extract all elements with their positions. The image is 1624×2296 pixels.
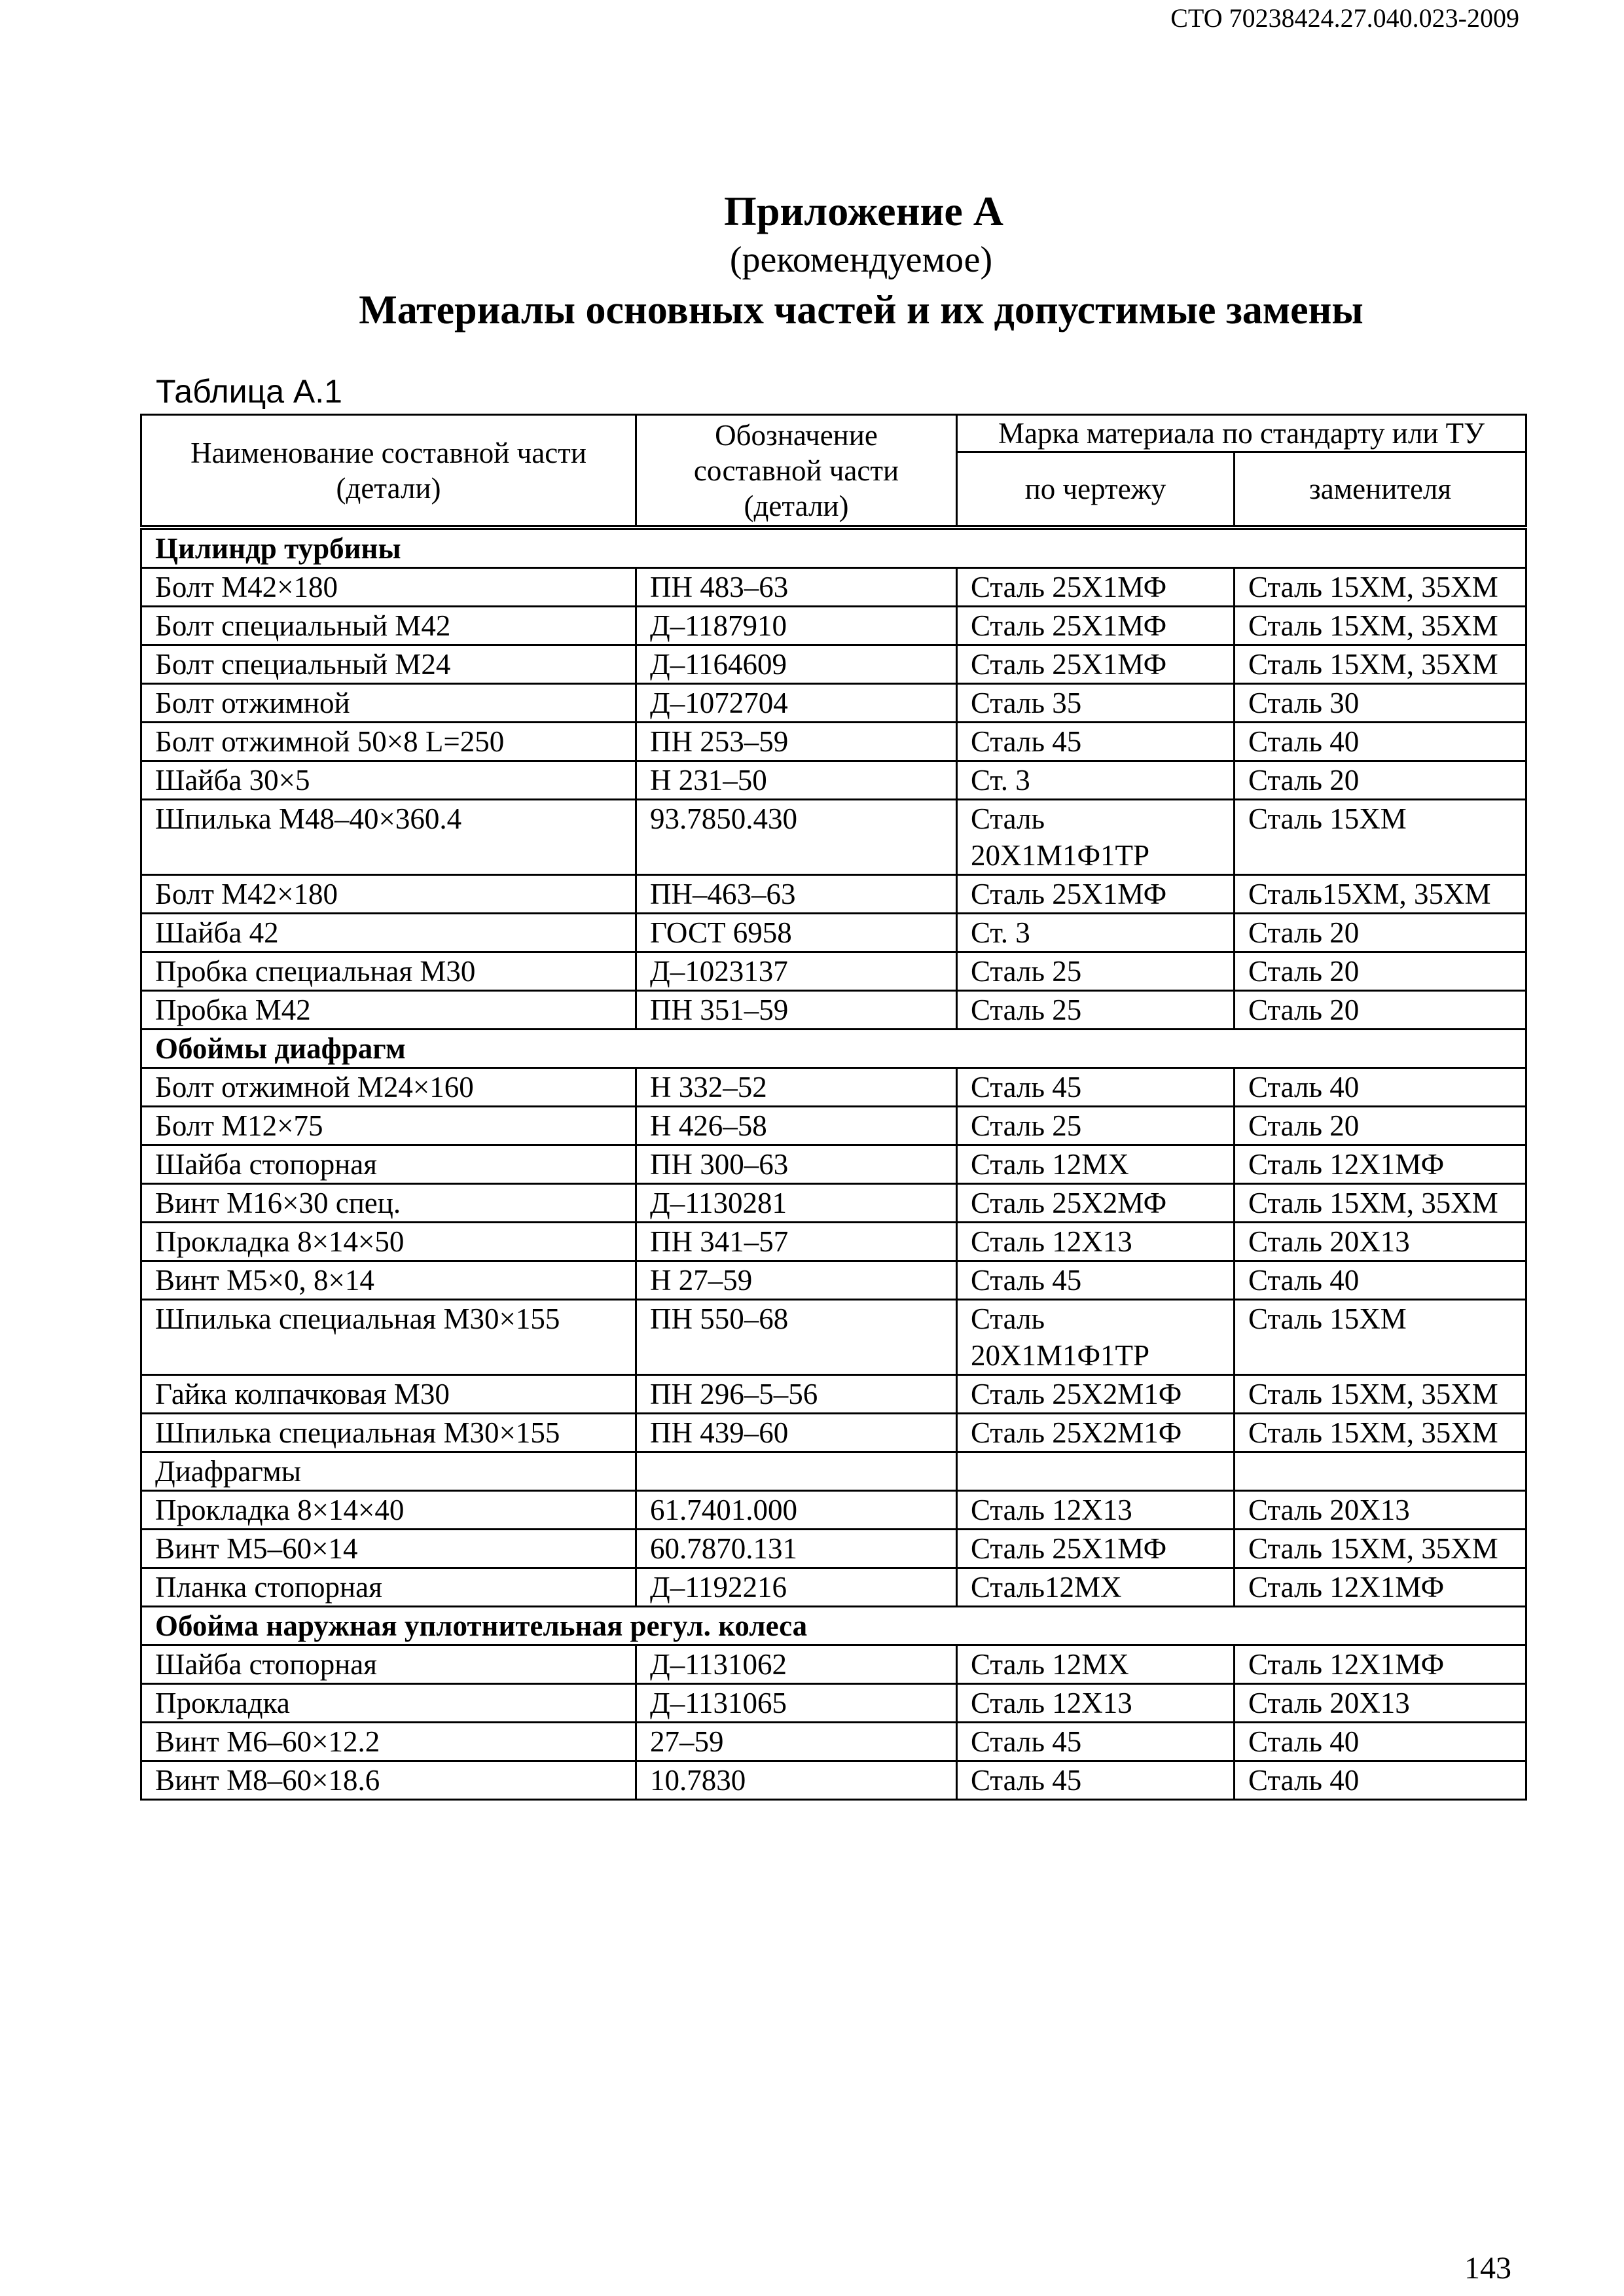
part-name-cell: Диафрагмы [141, 1452, 636, 1491]
part-name-cell: Шпилька специальная М30×155 [141, 1300, 636, 1375]
designation-cell: ПН 341–57 [636, 1223, 957, 1261]
material-cell: Сталь 12МХ [957, 1145, 1235, 1184]
material-cell: Сталь 25Х2МФ [957, 1184, 1235, 1223]
table-row [141, 607, 1526, 645]
table-row [141, 1107, 1526, 1145]
table-row [141, 1184, 1526, 1223]
material-cell: Сталь 25 [957, 991, 1235, 1030]
substitute-cell: Сталь 15ХМ [1235, 800, 1526, 875]
header-by-drawing: по чертежу [957, 452, 1235, 528]
table-row [141, 952, 1526, 991]
substitute-cell: Сталь 15ХМ, 35ХМ [1235, 645, 1526, 684]
section-row [141, 1607, 1526, 1645]
table-row [141, 1261, 1526, 1300]
part-name-cell: Шайба стопорная [141, 1145, 636, 1184]
appendix-title: Приложение А [724, 188, 1003, 234]
material-cell: Сталь 25Х1МФ [957, 568, 1235, 607]
designation-cell: Д–1023137 [636, 952, 957, 991]
part-name-cell: Шайба стопорная [141, 1645, 636, 1684]
substitute-cell: Сталь 20Х13 [1235, 1223, 1526, 1261]
material-cell: Сталь 45 [957, 1761, 1235, 1800]
materials-table [140, 414, 1527, 1801]
material-cell: Сталь 25Х2М1Ф [957, 1375, 1235, 1414]
material-cell: Сталь 12МХ [957, 1645, 1235, 1684]
designation-cell: ПН 253–59 [636, 723, 957, 761]
part-name-cell: Болт М42×180 [141, 875, 636, 914]
material-cell: Сталь 25Х1МФ [957, 875, 1235, 914]
header-part-name: Наименование составной части (детали) [141, 415, 636, 528]
material-cell: Сталь 25Х1МФ [957, 607, 1235, 645]
substitute-cell: Сталь 12Х1МФ [1235, 1568, 1526, 1607]
material-cell: Сталь 25Х1МФ [957, 1530, 1235, 1568]
part-name-cell: Болт специальный М42 [141, 607, 636, 645]
designation-cell: Д–1072704 [636, 684, 957, 723]
substitute-cell: Сталь 20 [1235, 952, 1526, 991]
material-cell: Сталь 20Х1М1Ф1ТР [957, 1300, 1235, 1375]
part-name-cell: Прокладка 8×14×40 [141, 1491, 636, 1530]
part-name-cell: Прокладка 8×14×50 [141, 1223, 636, 1261]
substitute-cell: Сталь 20Х13 [1235, 1684, 1526, 1723]
table-row [141, 1761, 1526, 1800]
material-cell: Сталь 12Х13 [957, 1684, 1235, 1723]
material-cell: Сталь 12Х13 [957, 1491, 1235, 1530]
substitute-cell: Сталь 20 [1235, 991, 1526, 1030]
document-code: СТО 70238424.27.040.023-2009 [1170, 3, 1519, 33]
material-cell: Сталь 20Х1М1Ф1ТР [957, 800, 1235, 875]
part-name-cell: Шпилька специальная М30×155 [141, 1414, 636, 1452]
table-row [141, 991, 1526, 1030]
part-name-cell: Болт отжимной 50×8 L=250 [141, 723, 636, 761]
substitute-cell: Сталь 20 [1235, 761, 1526, 800]
designation-cell: Д–1192216 [636, 1568, 957, 1607]
material-cell: Сталь 35 [957, 684, 1235, 723]
part-name-cell: Болт отжимной [141, 684, 636, 723]
part-name-cell: Прокладка [141, 1684, 636, 1723]
designation-cell: Д–1130281 [636, 1184, 957, 1223]
page-number: 143 [1464, 2251, 1511, 2286]
designation-cell: 61.7401.000 [636, 1491, 957, 1530]
designation-cell: ПН 550–68 [636, 1300, 957, 1375]
designation-cell: ПН 351–59 [636, 991, 957, 1030]
designation-cell: ГОСТ 6958 [636, 914, 957, 952]
part-name-cell: Болт М42×180 [141, 568, 636, 607]
designation-cell [636, 1452, 957, 1491]
substitute-cell: Сталь 20 [1235, 1107, 1526, 1145]
material-cell: Ст. 3 [957, 914, 1235, 952]
table-row [141, 1223, 1526, 1261]
table-caption: Таблица А.1 [156, 373, 342, 410]
table-row [141, 568, 1526, 607]
part-name-cell: Болт отжимной М24×160 [141, 1068, 636, 1107]
substitute-cell: Сталь 40 [1235, 723, 1526, 761]
substitute-cell: Сталь 15ХМ, 35ХМ [1235, 1184, 1526, 1223]
substitute-cell: Сталь 40 [1235, 1723, 1526, 1761]
table-row [141, 645, 1526, 684]
table-row [141, 1145, 1526, 1184]
section-title: Цилиндр турбины [141, 528, 1526, 568]
table-row [141, 1684, 1526, 1723]
part-name-cell: Гайка колпачковая М30 [141, 1375, 636, 1414]
designation-cell: ПН 296–5–56 [636, 1375, 957, 1414]
table-row [141, 1068, 1526, 1107]
substitute-cell: Сталь 20 [1235, 914, 1526, 952]
designation-cell: ПН–463–63 [636, 875, 957, 914]
part-name-cell: Шпилька М48–40×360.4 [141, 800, 636, 875]
material-cell: Сталь 45 [957, 1261, 1235, 1300]
table-row [141, 914, 1526, 952]
substitute-cell: Сталь 20Х13 [1235, 1491, 1526, 1530]
material-cell: Сталь 45 [957, 723, 1235, 761]
substitute-cell: Сталь 15ХМ, 35ХМ [1235, 1530, 1526, 1568]
designation-cell: Д–1131062 [636, 1645, 957, 1684]
table-row [141, 761, 1526, 800]
material-cell: Ст. 3 [957, 761, 1235, 800]
appendix-heading: Материалы основных частей и их допустимые замены [359, 288, 1363, 332]
table-row [141, 875, 1526, 914]
substitute-cell: Сталь 15ХМ, 35ХМ [1235, 1375, 1526, 1414]
part-name-cell: Винт М16×30 спец. [141, 1184, 636, 1223]
designation-cell: Д–1187910 [636, 607, 957, 645]
material-cell: Сталь 25Х1МФ [957, 645, 1235, 684]
material-cell: Сталь 25 [957, 1107, 1235, 1145]
material-cell: Сталь 25 [957, 952, 1235, 991]
part-name-cell: Болт М12×75 [141, 1107, 636, 1145]
substitute-cell: Сталь 40 [1235, 1261, 1526, 1300]
part-name-cell: Планка стопорная [141, 1568, 636, 1607]
material-cell [957, 1452, 1235, 1491]
table-row [141, 1568, 1526, 1607]
designation-cell: Н 27–59 [636, 1261, 957, 1300]
part-name-cell: Шайба 42 [141, 914, 636, 952]
substitute-cell: Сталь 15ХМ, 35ХМ [1235, 607, 1526, 645]
material-cell: Сталь 12Х13 [957, 1223, 1235, 1261]
table-body [141, 528, 1526, 1800]
part-name-cell: Винт М8–60×18.6 [141, 1761, 636, 1800]
section-row [141, 1030, 1526, 1068]
table-row [141, 1491, 1526, 1530]
table-row [141, 800, 1526, 875]
substitute-cell: Сталь 30 [1235, 684, 1526, 723]
table-row [141, 1723, 1526, 1761]
table-row [141, 723, 1526, 761]
part-name-cell: Винт М6–60×12.2 [141, 1723, 636, 1761]
designation-cell: Д–1131065 [636, 1684, 957, 1723]
designation-cell: Н 426–58 [636, 1107, 957, 1145]
substitute-cell: Сталь 12Х1МФ [1235, 1645, 1526, 1684]
header-designation: Обозначение составной части (детали) [636, 415, 957, 528]
substitute-cell [1235, 1452, 1526, 1491]
table-row [141, 1375, 1526, 1414]
substitute-cell: Сталь 40 [1235, 1761, 1526, 1800]
part-name-cell: Винт М5–60×14 [141, 1530, 636, 1568]
header-substitute: заменителя [1235, 452, 1526, 528]
table-row [141, 1530, 1526, 1568]
material-cell: Сталь 45 [957, 1068, 1235, 1107]
title-block [0, 187, 1624, 337]
part-name-cell: Пробка М42 [141, 991, 636, 1030]
table-row [141, 1645, 1526, 1684]
designation-cell: ПН 300–63 [636, 1145, 957, 1184]
section-title: Обоймы диафрагм [141, 1030, 1526, 1068]
header-material-group: Марка материала по стандарту или ТУ [957, 415, 1526, 452]
designation-cell: Н 332–52 [636, 1068, 957, 1107]
table-row [141, 684, 1526, 723]
part-name-cell: Шайба 30×5 [141, 761, 636, 800]
material-cell: Сталь12МХ [957, 1568, 1235, 1607]
substitute-cell: Сталь 12Х1МФ [1235, 1145, 1526, 1184]
designation-cell: ПН 439–60 [636, 1414, 957, 1452]
designation-cell: ПН 483–63 [636, 568, 957, 607]
part-name-cell: Пробка специальная М30 [141, 952, 636, 991]
designation-cell: Н 231–50 [636, 761, 957, 800]
table-header [141, 415, 1526, 528]
substitute-cell: Сталь 15ХМ, 35ХМ [1235, 568, 1526, 607]
material-cell: Сталь 45 [957, 1723, 1235, 1761]
designation-cell: 10.7830 [636, 1761, 957, 1800]
section-title: Обойма наружная уплотнительная регул. колеса [141, 1607, 1526, 1645]
designation-cell: 27–59 [636, 1723, 957, 1761]
table-row [141, 1452, 1526, 1491]
designation-cell: Д–1164609 [636, 645, 957, 684]
substitute-cell: Сталь 15ХМ, 35ХМ [1235, 1414, 1526, 1452]
designation-cell: 60.7870.131 [636, 1530, 957, 1568]
substitute-cell: Сталь 15ХМ [1235, 1300, 1526, 1375]
part-name-cell: Болт специальный М24 [141, 645, 636, 684]
table-row [141, 1414, 1526, 1452]
appendix-subtitle: (рекомендуемое) [729, 240, 993, 280]
substitute-cell: Сталь15ХМ, 35ХМ [1235, 875, 1526, 914]
part-name-cell: Винт М5×0, 8×14 [141, 1261, 636, 1300]
material-cell: Сталь 25Х2М1Ф [957, 1414, 1235, 1452]
table-row [141, 1300, 1526, 1375]
designation-cell: 93.7850.430 [636, 800, 957, 875]
substitute-cell: Сталь 40 [1235, 1068, 1526, 1107]
section-row [141, 528, 1526, 568]
